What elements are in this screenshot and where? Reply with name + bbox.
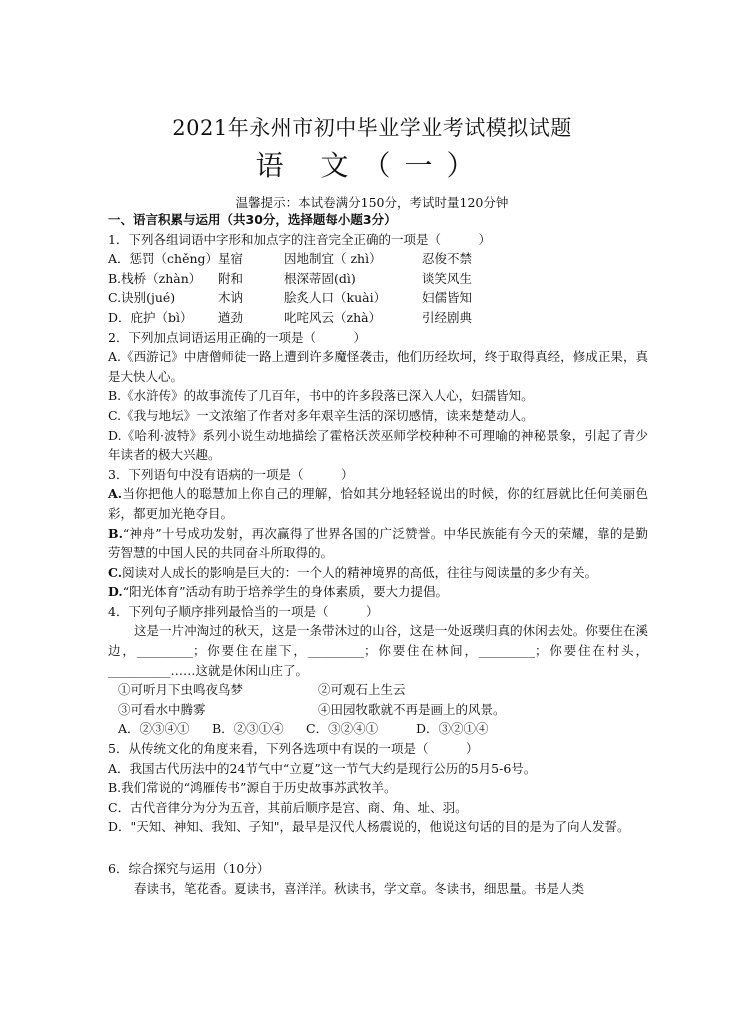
q1-b-2: 附和 <box>218 270 244 286</box>
q4-item-4: ④田园牧歌就不再是画上的风景。 <box>318 701 506 717</box>
q4-item-2: ②可观石上生云 <box>318 682 406 698</box>
q2-option-a: A.《西游记》中唐僧师徒一路上遭到许多魔怪袭击，他们历经坎坷，终于取得真经，修成正果，真是大快人心。 <box>108 349 648 384</box>
q3-b-label: B. <box>108 525 123 541</box>
q3-c-text: 阅读对人成长的影响是巨大的：一个人的精神境界的高低，往往与阅读量的多少有关。 <box>122 564 598 580</box>
spacer <box>108 837 648 859</box>
q4-item-1: ①可听月下虫鸣夜鸟梦 <box>118 682 244 698</box>
q5-option-a: A．我国古代历法中的24节气中“立夏”这一节气大约是现行公历的5月5-6号。 <box>108 760 537 776</box>
q3-b-text: “神舟”十号成功发射，再次赢得了世界各国的广泛赞誉。中华民族能有今天的荣耀，靠的是勤劳智慧的中国人民的共同奋斗所取得的。 <box>108 525 648 561</box>
q1-d-1: D．庇护（bì） <box>108 309 193 325</box>
q1-b-3: 根深蒂固(dì) <box>284 270 356 286</box>
q1-d-4: 引经剧典 <box>422 309 473 325</box>
q6-text: 春读书，笔花香。夏读书，喜洋洋。秋读书，学文章。冬读书，细思量。书是人类 <box>134 880 585 896</box>
q4-items-row1 <box>108 680 648 700</box>
q1-option-b <box>108 269 648 289</box>
q1-c-4: 妇儒皆知 <box>422 290 473 306</box>
q1-b-1: B.栈桥（zhàn） <box>108 270 202 286</box>
q3-a-text: 当你把他人的聪慧加上你自己的理解，恰如其分地轻轻说出的时候，你的红唇就比任何美丽色彩，都更加光艳夺目。 <box>108 486 648 521</box>
q1-d-2: 遒劲 <box>218 309 244 325</box>
q3-stem: 3．下列语句中没有语病的一项是（ ） <box>108 466 354 482</box>
q3-c-label: C. <box>108 564 123 580</box>
q3-d-label: D. <box>108 584 123 600</box>
q2-option-d: D.《哈利·波特》系列小说生动地描绘了霍格沃茨巫师学校种种不可理喻的神秘景象，引起了青少年读者的极大兴趣。 <box>108 427 648 463</box>
q6-stem: 6．综合探究与运用（10分） <box>108 861 270 876</box>
exam-content <box>108 210 648 898</box>
q4-option-c: C．③②④① <box>306 721 379 737</box>
q3-a-label: A. <box>108 486 123 502</box>
q1-option-c <box>108 288 648 308</box>
q1-a-4: 忍俊不禁 <box>422 251 473 267</box>
q1-c-1: C.诀别(jué) <box>108 290 176 306</box>
q5-option-c: C．古代音律分为分为五音，其前后顺序是宫、商、角、址、羽。 <box>108 799 468 815</box>
q1-c-3: 脍炙人口（kuài） <box>284 290 387 306</box>
q3-option-a <box>108 484 648 523</box>
q1-b-4: 谈笑风生 <box>422 270 473 286</box>
q1-option-a <box>108 249 648 269</box>
q2-option-c: C.《我与地坛》一文浓缩了作者对多年艰辛生活的深切感情，读来楚楚动人。 <box>108 407 534 423</box>
q1-stem: 1．下列各组词语中字形和加点字的注音完全正确的一项是（ ） <box>108 231 491 247</box>
q4-option-b: B．②③①④ <box>212 721 284 737</box>
q1-a-3: 因地制宜（ zhì） <box>284 251 382 267</box>
q3-d-text: “阳光体育”活动有助于培养学生的身体素质，要大力提倡。 <box>122 584 449 600</box>
q4-item-3: ③可看水中腾雾 <box>118 701 206 717</box>
q5-option-d: D．"天知、神知、我知、子知"，最早是汉代人杨震说的，他说这句话的目的是为了向人发誓。 <box>108 819 630 835</box>
q1-d-3: 叱咤风云（zhà） <box>284 309 382 325</box>
q3-option-c <box>108 563 648 583</box>
exam-subtitle: 语 文（一） <box>255 149 489 182</box>
q4-option-d: D．③②①④ <box>416 721 489 737</box>
q2-stem: 2．下列加点词语运用正确的一项是（ ） <box>108 329 366 345</box>
section-heading: 一、语言积累与运用（共30分，选择题每小题3分） <box>108 212 397 227</box>
q1-option-d <box>108 308 648 328</box>
q4-stem: 4．下列句子顺序排列最恰当的一项是（ ） <box>108 603 379 619</box>
exam-title: 2021年永州市初中毕业学业考试模拟试题 <box>172 116 572 140</box>
q4-items-row2 <box>108 700 648 720</box>
q4-passage: 这是一片冲淘过的秋天，这是一条带沐过的山谷，这是一处返璞归真的休闲去处。你要住在溪边，_________；你要住在崖下，_________；你要住在林间，_________；你要住在村头，__________……这就是休闲山庄了。 <box>108 623 648 678</box>
q1-c-2: 木讷 <box>218 290 244 306</box>
q3-option-d <box>108 582 648 602</box>
q5-option-b: B.我们常说的“鸿雁传书”源自于历史故事苏武牧羊。 <box>108 780 397 796</box>
q2-option-b: B.《水浒传》的故事流传了几百年，书中的许多段落已深入人心，妇孺皆知。 <box>108 388 534 404</box>
q3-option-b <box>108 524 648 563</box>
q1-a-2: 星宿 <box>218 251 244 267</box>
q5-stem: 5．从传统文化的角度来看，下列各选项中有误的一项是（ ） <box>108 741 479 757</box>
q1-a-1: A．惩罚（chěng） <box>108 251 219 267</box>
q4-options <box>108 719 648 739</box>
q4-option-a: A．②③④① <box>118 721 190 737</box>
exam-tip: 温馨提示：本试卷满分150分，考试时量120分钟 <box>235 195 509 210</box>
